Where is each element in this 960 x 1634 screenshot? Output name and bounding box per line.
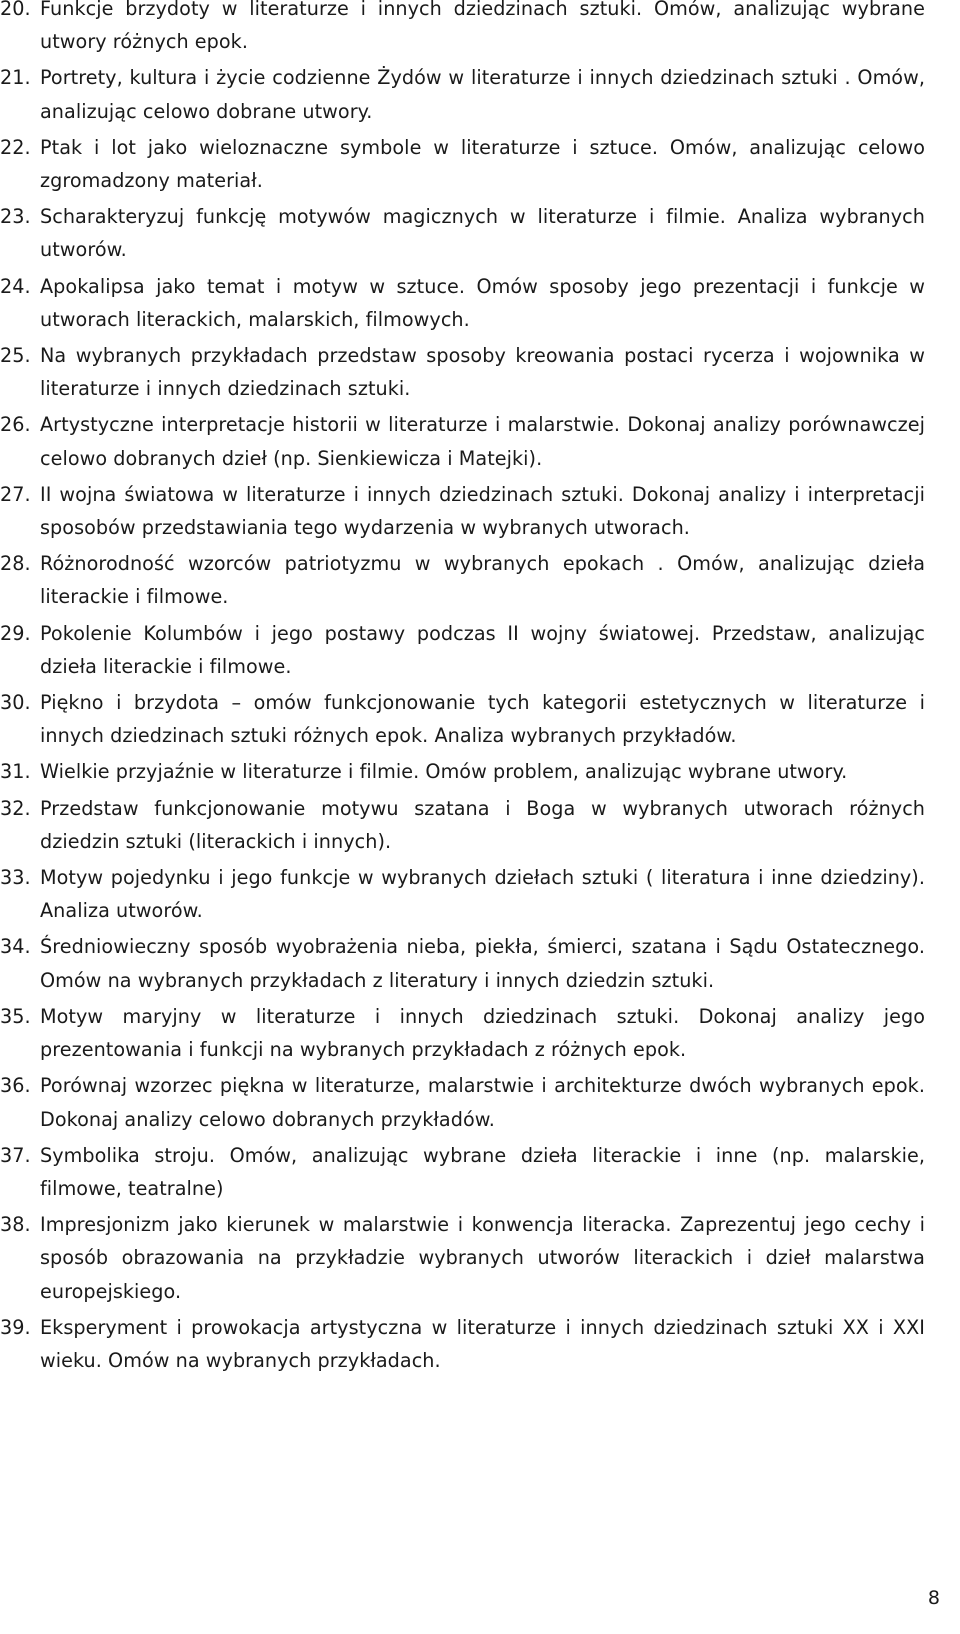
item-text: Impresjonizm jako kierunek w malarstwie i konwencja literacka. Zaprezentuj jego cechy i sposób obrazowania na przykładzie wybranych utworów literackich i dzieł malarstwa europejskiego.: [40, 1213, 925, 1303]
item-text: Portrety, kultura i życie codzienne Żydów w literaturze i innych dziedzinach sztuki . Omów, analizując celowo dobrane utwory.: [40, 66, 925, 123]
item-number: 25.: [0, 344, 31, 368]
item-number: 35.: [0, 1004, 31, 1028]
item-text: Artystyczne interpretacje historii w literaturze i malarstwie. Dokonaj analizy porównawczej celowo dobranych dzieł (np. Sienkiewicza i Matejki).: [40, 413, 925, 470]
item-text: Apokalipsa jako temat i motyw w sztuce. Omów sposoby jego prezentacji i funkcje w utworach literackich, malarskich, filmowych.: [40, 274, 925, 331]
item-text: Funkcje brzydoty w literaturze i innych dziedzinach sztuki. Omów, analizując wybrane utwory różnych epok.: [40, 0, 925, 54]
item-number: 28.: [0, 552, 31, 576]
list-item: [0, 200, 925, 266]
item-text: Porównaj wzorzec piękna w literaturze, malarstwie i architekturze dwóch wybranych epok. Dokonaj analizy celowo dobranych przykładów.: [40, 1074, 925, 1131]
item-number: 39.: [0, 1315, 31, 1339]
list-item: [0, 1208, 925, 1308]
item-number: 30.: [0, 691, 31, 715]
item-text: Pokolenie Kolumbów i jego postawy podczas II wojny światowej. Przedstaw, analizując dzieła literackie i filmowe.: [40, 621, 925, 678]
list-item: [0, 686, 925, 752]
item-number: 34.: [0, 935, 31, 959]
item-text: Ptak i lot jako wieloznaczne symbole w literaturze i sztuce. Omów, analizując celowo zgromadzony materiał.: [40, 135, 925, 193]
list-item: [0, 270, 925, 336]
item-number: 24.: [0, 274, 31, 298]
list-item: [0, 339, 925, 405]
item-number: 26.: [0, 413, 31, 437]
list-item: [0, 1311, 925, 1377]
item-number: 37.: [0, 1143, 31, 1167]
list-item: [0, 408, 925, 474]
list-item: [0, 1139, 925, 1205]
list-item: [0, 930, 925, 996]
item-text: Przedstaw funkcjonowanie motywu szatana i Boga w wybranych utworach różnych dziedzin sztuki (literackich i innych).: [40, 796, 925, 853]
item-text: Motyw maryjny w literaturze i innych dziedzinach sztuki. Dokonaj analizy jego prezentowania i funkcji na wybranych przykładach z różnych epok.: [40, 1004, 925, 1062]
item-text: Motyw pojedynku i jego funkcje w wybranych dziełach sztuki ( literatura i inne dziedziny). Analiza utworów.: [40, 866, 925, 923]
item-number: 27.: [0, 482, 31, 506]
item-text: Na wybranych przykładach przedstaw sposoby kreowania postaci rycerza i wojownika w literaturze i innych dziedzinach sztuki.: [40, 344, 925, 401]
item-number: 29.: [0, 621, 31, 645]
list-item: [0, 61, 925, 127]
item-text: Średniowieczny sposób wyobrażenia nieba, piekła, śmierci, szatana i Sądu Ostatecznego. Omów na wybranych przykładach z literatury i innych dziedzin sztuki.: [40, 935, 925, 992]
list-item: [0, 861, 925, 927]
item-number: 33.: [0, 866, 31, 890]
item-text: Scharakteryzuj funkcję motywów magicznych w literaturze i filmie. Analiza wybranych utworów.: [40, 205, 925, 262]
list-item: [0, 1069, 925, 1135]
item-text: Różnorodność wzorców patriotyzmu w wybranych epokach . Omów, analizując dzieła literackie i filmowe.: [40, 552, 925, 609]
list-item: [0, 478, 925, 544]
list-item: [0, 792, 925, 858]
page-number: 8: [927, 1587, 940, 1609]
item-number: 20.: [0, 0, 31, 20]
item-number: 31.: [0, 760, 31, 784]
item-number: 23.: [0, 205, 31, 229]
item-text: Symbolika stroju. Omów, analizując wybrane dzieła literackie i inne (np. malarskie, filmowe, teatralne): [40, 1143, 925, 1200]
item-number: 21.: [0, 66, 31, 90]
item-text: II wojna światowa w literaturze i innych dziedzinach sztuki. Dokonaj analizy i interpretacji sposobów przedstawiania tego wydarzenia w wybranych utworach.: [40, 482, 925, 540]
list-item: [0, 0, 925, 58]
list-item: [0, 547, 925, 613]
list-item: [0, 131, 925, 197]
item-number: 32.: [0, 796, 31, 820]
list-item: [0, 617, 925, 683]
item-text: Piękno i brzydota – omów funkcjonowanie tych kategorii estetycznych w literaturze i innych dziedzinach sztuki różnych epok. Analiza wybranych przykładów.: [40, 691, 925, 748]
item-number: 36.: [0, 1074, 31, 1098]
item-number: 38.: [0, 1213, 31, 1237]
item-number: 22.: [0, 135, 31, 159]
item-text: Eksperyment i prowokacja artystyczna w literaturze i innych dziedzinach sztuki XX i XXI wieku. Omów na wybranych przykładach.: [40, 1315, 925, 1372]
list-item: [0, 1000, 925, 1066]
list-item: [0, 755, 925, 788]
item-text: Wielkie przyjaźnie w literaturze i filmie. Omów problem, analizując wybrane utwory.: [40, 760, 848, 784]
